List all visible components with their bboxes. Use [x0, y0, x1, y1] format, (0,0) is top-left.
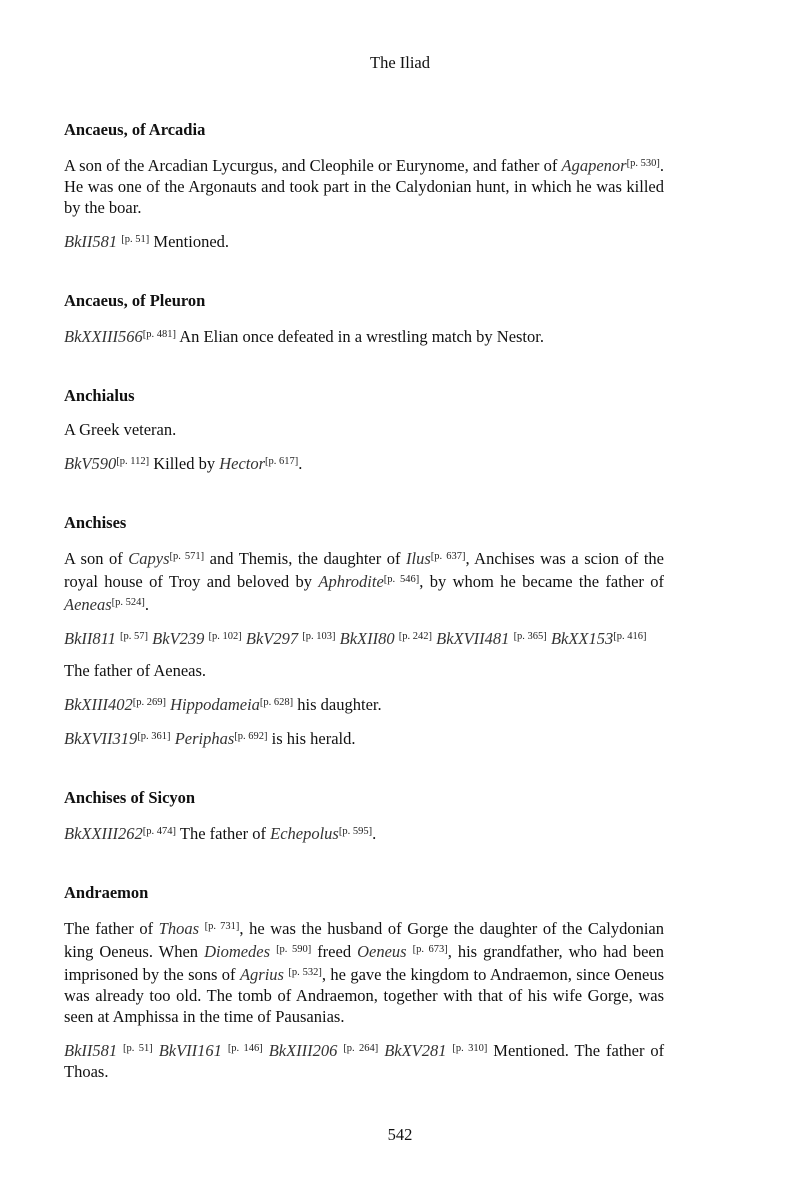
entry-ancaeus-arcadia [64, 118, 664, 252]
book-refs [64, 726, 664, 749]
text: freed [311, 942, 358, 961]
book-ref-link[interactable]: BkXVII319 [64, 729, 138, 748]
text: . [372, 824, 377, 843]
book-ref-link[interactable]: BkXII80 [339, 629, 395, 648]
entry-heading: Anchialus [64, 386, 135, 405]
entry-note: The father of Aeneas. [64, 661, 207, 680]
cross-ref-link[interactable]: Agrius [239, 965, 284, 984]
entry-anchises [64, 511, 664, 749]
book-refs [64, 324, 664, 347]
page-ref: [p. 102] [208, 631, 242, 642]
page-ref: [p. 692] [234, 731, 268, 742]
text: Killed by [149, 454, 220, 473]
entry-anchialus [64, 384, 664, 474]
text: An Elian once defeated in a wrestling match by Nestor. [176, 327, 544, 346]
page-ref: [p. 571] [169, 551, 205, 562]
page-ref: [p. 474] [142, 826, 177, 837]
page-number: 542 [387, 1125, 413, 1144]
text: is his herald. [267, 729, 356, 748]
cross-ref-link[interactable]: Oeneus [357, 942, 407, 961]
page-ref: [p. 242] [398, 631, 432, 642]
page-ref: [p. 481] [142, 329, 177, 340]
text: A son of [64, 549, 129, 568]
book-ref-link[interactable]: BkXX153 [550, 629, 614, 648]
text: , Anchises was a scion of the royal house of Troy and beloved by [64, 549, 664, 591]
book-ref-link[interactable]: BkII811 [64, 629, 116, 648]
cross-ref-link[interactable]: Capys [128, 549, 170, 568]
page-ref: [p. 310] [452, 1043, 488, 1054]
cross-ref-link[interactable]: Ilus [406, 549, 431, 568]
text: , by whom he became the father of [419, 572, 664, 591]
text: , he gave the kingdom to Andraemon, since Oeneus was already too old. The tomb of Andraemon, together with that of his wife Gorge, was seen at Amphissa in the time of Pausanias. [64, 965, 664, 1026]
page-ref: [p. 532] [288, 967, 322, 978]
text: A son of the Arcadian Lycurgus, and Cleophile or Eurynome, and father of [64, 156, 562, 175]
page-ref: [p. 264] [343, 1043, 379, 1054]
book-ref-link[interactable]: BkXIII402 [64, 695, 133, 714]
entry-andraemon [64, 881, 664, 1082]
book-ref-link[interactable]: BkII581 [64, 1041, 118, 1060]
page-ref: [p. 590] [276, 944, 312, 955]
entry-heading: Ancaeus, of Pleuron [64, 291, 206, 310]
book-ref-link[interactable]: BkV590 [64, 454, 117, 473]
page-ref: [p. 365] [513, 631, 547, 642]
entry-description: A Greek veteran. [64, 420, 177, 439]
entry-description [64, 153, 664, 218]
page-ref: [p. 617] [265, 456, 299, 467]
cross-ref-link[interactable]: Aeneas [64, 595, 112, 614]
book-refs [64, 451, 664, 474]
page-ref: [p. 57] [120, 631, 149, 642]
book-ref-link[interactable]: BkV239 [152, 629, 205, 648]
cross-ref-link[interactable]: Thoas [158, 919, 200, 938]
page-ref: [p. 595] [338, 826, 373, 837]
entry-heading: Anchises [64, 513, 127, 532]
text: Mentioned. [149, 232, 230, 251]
cross-ref-link[interactable]: Diomedes [204, 942, 271, 961]
book-refs [64, 692, 664, 715]
text: and Themis, the daughter of [204, 549, 407, 568]
book-refs [64, 626, 664, 649]
text: his daughter. [293, 695, 382, 714]
page-ref: [p. 51] [121, 234, 150, 245]
page-ref: [p. 112] [116, 456, 150, 467]
page-ref: [p. 416] [613, 631, 647, 642]
entry-description [64, 916, 664, 1027]
running-head: The Iliad [369, 53, 430, 72]
page-ref: [p. 628] [259, 697, 294, 708]
entry-heading: Ancaeus, of Arcadia [64, 120, 206, 139]
cross-ref-link[interactable]: Aphrodite [318, 572, 384, 591]
page-ref: [p. 361] [137, 731, 171, 742]
book-ref-link[interactable]: BkXXIII262 [64, 824, 143, 843]
cross-ref-link[interactable]: Periphas [174, 729, 235, 748]
page-ref: [p. 673] [412, 944, 448, 955]
cross-ref-link[interactable]: Hippodameia [170, 695, 260, 714]
page-content [64, 118, 664, 1119]
entry-anchises-sicyon [64, 786, 664, 844]
page-ref: [p. 546] [383, 574, 420, 585]
cross-ref-link[interactable]: Hector [219, 454, 266, 473]
entry-heading: Anchises of Sicyon [64, 788, 196, 807]
page-ref: [p. 269] [132, 697, 166, 708]
page-ref: [p. 530] [626, 158, 660, 169]
book-ref-link[interactable]: BkII581 [64, 232, 118, 251]
text: The father of [64, 919, 159, 938]
entry-ancaeus-pleuron [64, 289, 664, 347]
book-ref-link[interactable]: BkVII161 [158, 1041, 222, 1060]
book-ref-link[interactable]: BkXXIII566 [64, 327, 143, 346]
text: , he was the husband of Gorge the daughter of the Calydonian king Oeneus. When [64, 919, 664, 961]
book-refs [64, 821, 664, 844]
book-refs [64, 1038, 664, 1082]
text: Mentioned. The father of Thoas. [64, 1041, 665, 1081]
book-ref-link[interactable]: BkXIII206 [268, 1041, 338, 1060]
page-ref: [p. 146] [227, 1043, 263, 1054]
book-ref-link[interactable]: BkXVII481 [436, 629, 510, 648]
page-ref: [p. 103] [302, 631, 336, 642]
page-ref: [p. 524] [111, 597, 145, 608]
book-ref-link[interactable]: BkV297 [245, 629, 299, 648]
text: . [144, 595, 150, 614]
cross-ref-link[interactable]: Agapenor [561, 156, 627, 175]
text: . He was one of the Argonauts and took part in the Calydonian hunt, in which he was killed by the boar. [64, 156, 664, 217]
entry-heading: Andraemon [64, 883, 149, 902]
entry-description [64, 546, 664, 615]
cross-ref-link[interactable]: Echepolus [270, 824, 339, 843]
text: . [298, 454, 303, 473]
page-ref: [p. 51] [123, 1043, 153, 1054]
book-ref-link[interactable]: BkXV281 [384, 1041, 447, 1060]
page-ref: [p. 731] [204, 921, 240, 932]
page-ref: [p. 637] [430, 551, 466, 562]
book-refs [64, 229, 664, 252]
text: The father of [176, 824, 271, 843]
text: , his grandfather, who had been imprisoned by the sons of [64, 942, 665, 984]
